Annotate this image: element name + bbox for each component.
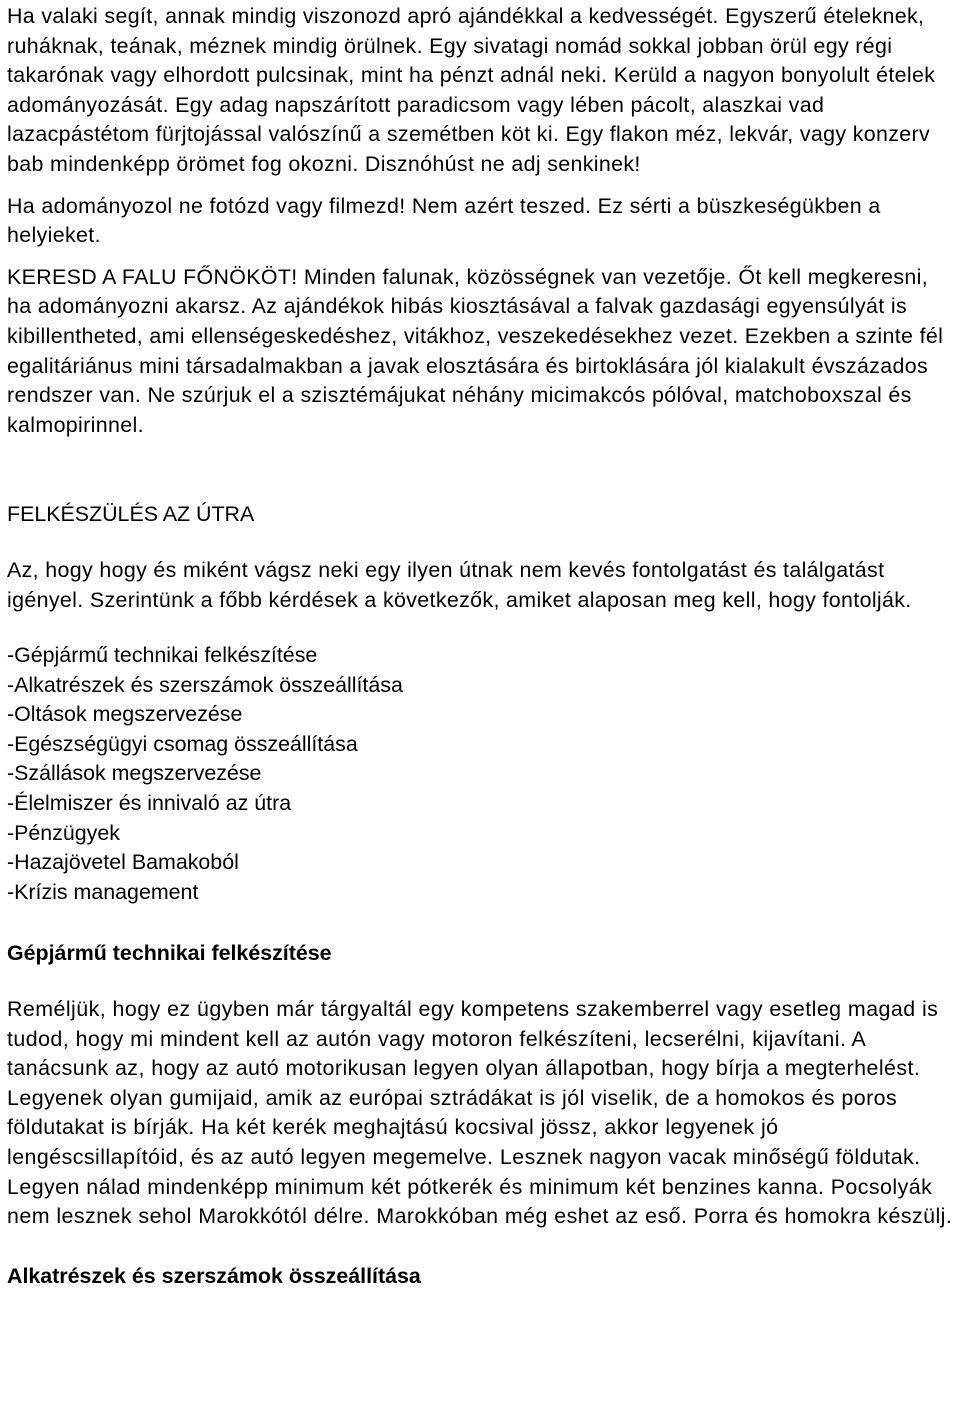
paragraph-chief: KERESD A FALU FŐNÖKÖT! Minden falunak, közösségnek van vezetője. Őt kell megkeresni, ha adományozni akarsz. Az ajándékok hibás kiosztásával a falvak gazdasági egyensúlyát is kibillentheted, ami ellenségeskedéshez, vitákhoz, veszekedésekhez vezet. Ezekben a szinte fél egalitáriánus mini társadalmakban a javak elosztására és birtoklására jól kialakult évszázados rendszer van. Ne szúrjuk el a szisztémájukat néhány micimakcós pólóval, matchoboxszal és kalmopirinnel.	[7, 264, 944, 437]
paragraph-gifts: Ha valaki segít, annak mindig viszonozd apró ajándékkal a kedvességét. Egyszerű ételeknek, ruháknak, teának, méznek mindig örülnek. Egy sivatagi nomád sokkal jobban örül egy régi takarónak vagy elhordott pulcsinak, mint ha pénzt adnál neki. Kerüld a nagyon bonyolult ételek adományozását. Egy adag napszárított paradicsom vagy lében pácolt, alaszkai vad lazacpástétom fürjtojással valószínű a szemétben köt ki. Egy flakon méz, lekvár, vagy konzerv bab mindenképp örömet fog okozni. Disznóhúst ne adj senkinek!	[7, 4, 936, 176]
list-item: -Szállások megszervezése	[7, 761, 262, 786]
document-page	[7, 2, 957, 1291]
list-item: -Élelmiszer és innivaló az útra	[7, 791, 292, 816]
list-item: -Gépjármű technikai felkészítése	[7, 643, 318, 668]
list-item: -Pénzügyek	[7, 820, 120, 845]
paragraph-vehicle: Reméljük, hogy ez ügyben már tárgyaltál egy kompetens szakemberrel vagy esetleg magad is tudod, hogy mi mindent kell az autón vagy motoron felkészíteni, lecserélni, kijavítani. A tanácsunk az, hogy az autó motorikusan legyen olyan állapotban, hogy bírja a megterhelést. Legyenek olyan gumijaid, amik az európai sztrádákat is jól viselik, de a homokos és poros földutakat is bírják. Ha két kerék meghajtású kocsival jössz, akkor legyenek jó lengéscsillapítóid, és az autó legyen megemelve. Lesznek nagyon vacak minőségű földutak. Legyen nálad mindenképp minimum két pótkerék és minimum két benzines kanna. Pocsolyák nem lesznek sehol Marokkótól délre. Marokkóban még eshet az eső. Porra és homokra készülj.	[7, 997, 953, 1229]
list-item: -Alkatrészek és szerszámok összeállítása	[7, 672, 403, 697]
list-item: -Hazajövetel Bamakoból	[7, 850, 239, 875]
checklist	[7, 641, 957, 907]
heading-preparation: FELKÉSZÜLÉS AZ ÚTRA	[7, 502, 255, 527]
list-item: -Egészségügyi csomag összeállítása	[7, 731, 358, 756]
heading-parts: Alkatrészek és szerszámok összeállítása	[7, 1263, 421, 1288]
heading-vehicle: Gépjármű technikai felkészítése	[7, 941, 332, 966]
list-item: -Oltások megszervezése	[7, 702, 243, 727]
list-item: -Krízis management	[7, 879, 199, 904]
paragraph-photo: Ha adományozol ne fotózd vagy filmezd! Nem azért teszed. Ez sérti a büszkeségükben a helyieket.	[7, 193, 881, 248]
paragraph-preparation: Az, hogy hogy és miként vágsz neki egy ilyen útnak nem kevés fontolgatást és találgatást igényel. Szerintünk a főbb kérdések a következők, amiket alaposan meg kell, hogy fontolják.	[7, 557, 912, 612]
